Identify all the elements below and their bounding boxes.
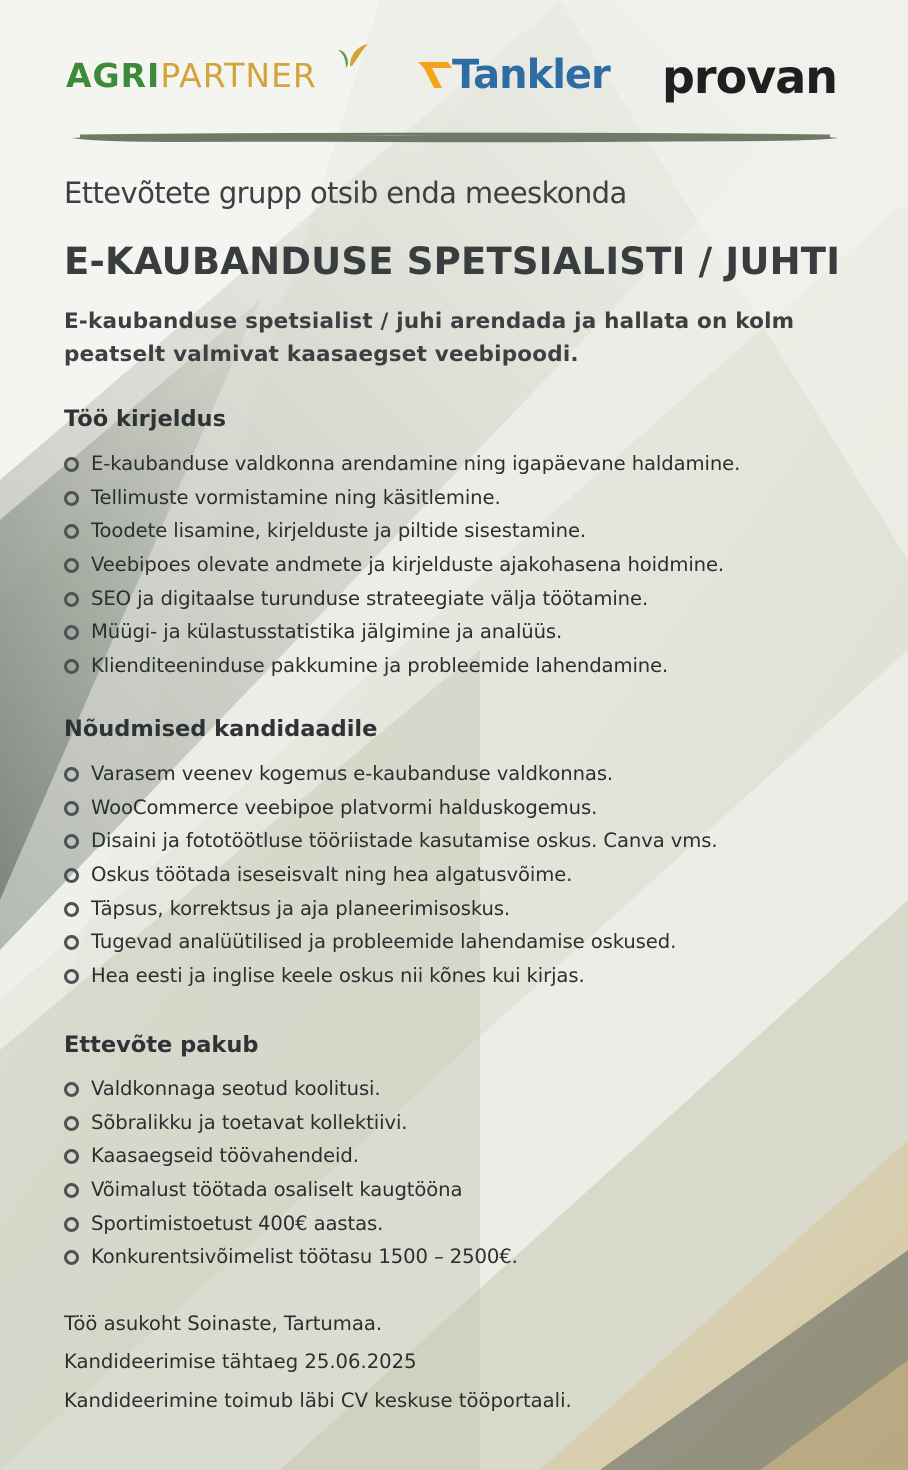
list-item: Müügi- ja külastusstatistika jälgimine ja analüüs. — [64, 615, 864, 649]
bullet-icon — [64, 969, 79, 984]
application-method: Kandideerimine toimub läbi CV keskuse tööportaali. — [64, 1389, 572, 1412]
list-item: Oskus töötada iseseisvalt ning hea algatusvõime. — [64, 858, 864, 892]
list-item: WooCommerce veebipoe platvormi halduskogemus. — [64, 791, 864, 825]
benefits-list — [64, 1072, 864, 1274]
list-item: Klienditeeninduse pakkumine ja probleemide lahendamine. — [64, 649, 864, 683]
agripartner-logo: AGRIPARTNER — [66, 56, 317, 95]
bullet-icon — [64, 1149, 79, 1164]
bullet-icon — [64, 1217, 79, 1232]
bullet-icon — [64, 558, 79, 573]
bullet-icon — [64, 524, 79, 539]
list-item: Sõbralikku ja toetavat kollektiivi. — [64, 1106, 864, 1140]
list-item: Konkurentsivõimelist töötasu 1500 – 2500€. — [64, 1240, 864, 1274]
bullet-icon — [64, 1082, 79, 1097]
tankler-mark-icon — [418, 58, 452, 92]
bullet-icon — [64, 902, 79, 917]
bullet-icon — [64, 868, 79, 883]
bullet-icon — [64, 491, 79, 506]
tankler-logo: Tankler — [418, 52, 610, 98]
bullet-icon — [64, 1183, 79, 1198]
list-item: Tugevad analüütilised ja probleemide lahendamise oskused. — [64, 925, 864, 959]
page-title: E-KAUBANDUSE SPETSIALISTI / JUHTI — [64, 240, 841, 283]
provan-logo: provan — [662, 50, 837, 104]
list-item: Hea eesti ja inglise keele oskus nii kõnes kui kirjas. — [64, 959, 864, 993]
list-item: Toodete lisamine, kirjelduste ja piltide sisestamine. — [64, 514, 864, 548]
list-item: Kaasaegseid töövahendeid. — [64, 1139, 864, 1173]
intro-text: E-kaubanduse spetsialist / juhi arendada ja hallata on kolm peatselt valmivat kaasaegset veebipoodi. — [64, 309, 795, 367]
section-heading-benefits: Ettevõte pakub — [64, 1032, 259, 1058]
job-description-list — [64, 447, 864, 683]
list-item: Veebipoes olevate andmete ja kirjelduste ajakohasena hoidmine. — [64, 548, 864, 582]
list-item: Tellimuste vormistamine ning käsitlemine. — [64, 481, 864, 515]
list-item: E-kaubanduse valdkonna arendamine ning igapäevane haldamine. — [64, 447, 864, 481]
section-heading-job-description: Töö kirjeldus — [64, 406, 226, 432]
bullet-icon — [64, 592, 79, 607]
list-item: Võimalust töötada osaliselt kaugtööna — [64, 1173, 864, 1207]
bullet-icon — [64, 659, 79, 674]
application-deadline: Kandideerimise tähtaeg 25.06.2025 — [64, 1350, 417, 1373]
bullet-icon — [64, 935, 79, 950]
bullet-icon — [64, 767, 79, 782]
subtitle: Ettevõtete grupp otsib enda meeskonda — [64, 176, 627, 210]
bullet-icon — [64, 457, 79, 472]
list-item: Valdkonnaga seotud koolitusi. — [64, 1072, 864, 1106]
bullet-icon — [64, 1250, 79, 1265]
job-location: Töö asukoht Soinaste, Tartumaa. — [64, 1312, 383, 1335]
section-heading-requirements: Nõudmised kandidaadile — [64, 716, 378, 742]
list-item: Sportimistoetust 400€ aastas. — [64, 1207, 864, 1241]
bullet-icon — [64, 801, 79, 816]
list-item: SEO ja digitaalse turunduse strateegiate välja töötamine. — [64, 582, 864, 616]
leaf-icon — [336, 40, 370, 70]
requirements-list — [64, 757, 864, 993]
list-item: Täpsus, korrektsus ja aja planeerimisoskus. — [64, 892, 864, 926]
bullet-icon — [64, 834, 79, 849]
bullet-icon — [64, 1116, 79, 1131]
bullet-icon — [64, 625, 79, 640]
list-item: Disaini ja fototöötluse tööriistade kasutamise oskus. Canva vms. — [64, 824, 864, 858]
list-item: Varasem veenev kogemus e-kaubanduse valdkonnas. — [64, 757, 864, 791]
brush-divider — [70, 130, 840, 146]
